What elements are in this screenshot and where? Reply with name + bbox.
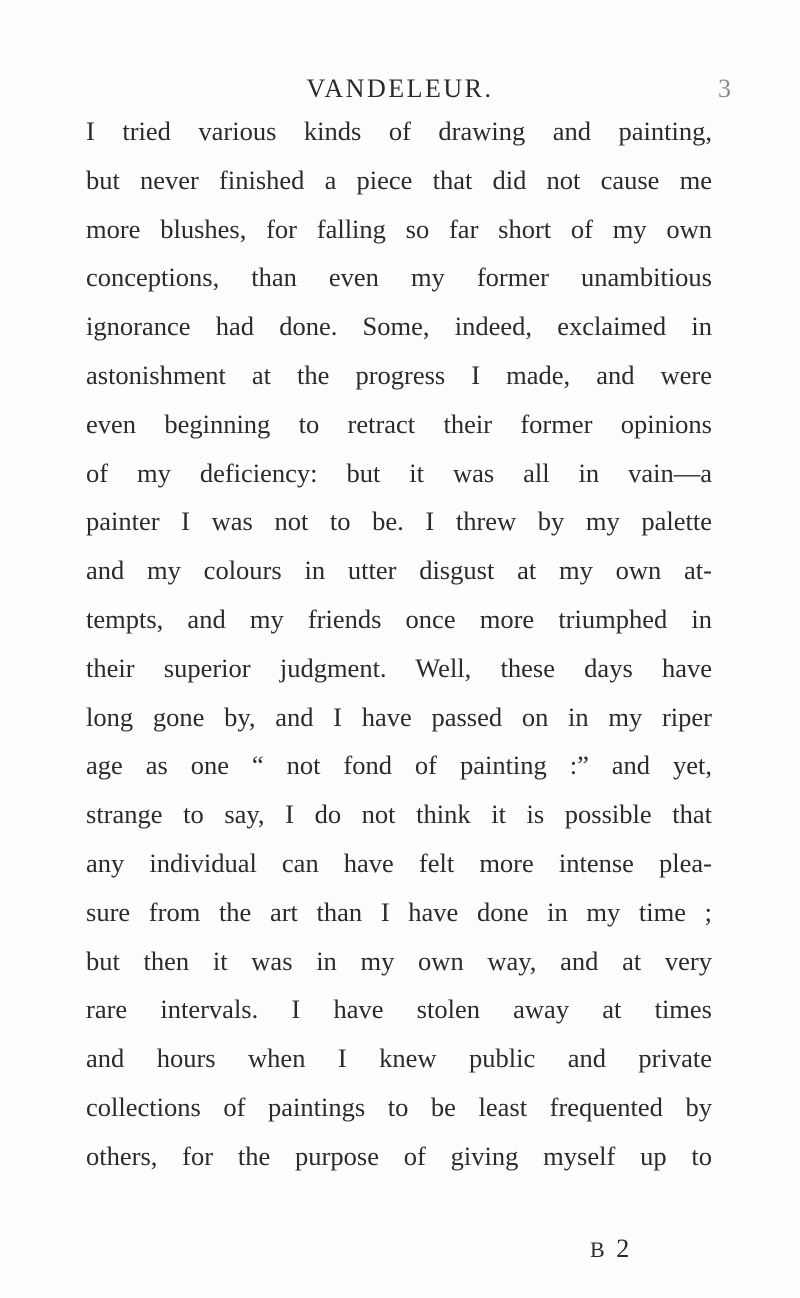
text-line: ignorance had done. Some, indeed, exclaimed in <box>86 311 712 342</box>
running-head <box>0 72 800 106</box>
text-line: conceptions, than even my former unambitious <box>86 262 712 293</box>
text-line: strange to say, I do not think it is possible that <box>86 799 712 830</box>
running-title: VANDELEUR. <box>306 74 494 103</box>
text-line: astonishment at the progress I made, and were <box>86 359 712 390</box>
text-line: rare intervals. I have stolen away at times <box>86 994 712 1025</box>
signature-mark <box>590 1234 632 1265</box>
text-line: even beginning to retract their former opinions <box>86 408 712 439</box>
page-number: 3 <box>718 74 731 103</box>
text-line: painter I was not to be. I threw by my palette <box>86 506 712 537</box>
text-line: more blushes, for falling so far short of my own <box>86 213 712 244</box>
signature-number: 2 <box>616 1234 633 1263</box>
text-line: collections of paintings to be least frequented by <box>86 1091 712 1122</box>
text-line: but then it was in my own way, and at very <box>86 945 712 976</box>
text-line: sure from the art than I have done in my time ; <box>86 896 712 927</box>
text-line: of my deficiency: but it was all in vain—a <box>86 457 712 488</box>
text-line: long gone by, and I have passed on in my riper <box>86 701 712 732</box>
text-line: and hours when I knew public and private <box>86 1043 712 1074</box>
text-line: tempts, and my friends once more triumphed in <box>86 603 712 634</box>
text-line: any individual can have felt more intense plea- <box>86 847 712 878</box>
text-line: others, for the purpose of giving myself up to <box>86 1140 712 1171</box>
body-text <box>86 107 712 1181</box>
signature-letter: B <box>590 1237 608 1262</box>
text-line: I tried various kinds of drawing and painting, <box>86 116 712 146</box>
text-line: age as one “ not fond of painting :” and yet, <box>86 750 712 781</box>
text-line: their superior judgment. Well, these days have <box>86 652 712 683</box>
text-line: and my colours in utter disgust at my own at- <box>86 555 712 586</box>
text-line: but never finished a piece that did not cause me <box>86 164 712 195</box>
